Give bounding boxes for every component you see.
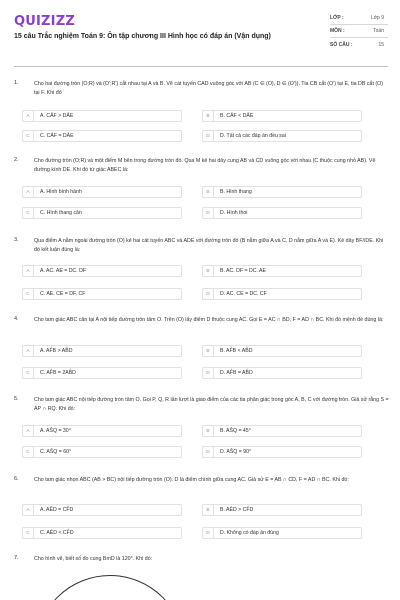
option-text: D. Hình thoi bbox=[220, 210, 248, 216]
option-text: C. AŜQ = 60° bbox=[40, 449, 72, 455]
option-text: B. AÊD > CF̂D bbox=[220, 507, 254, 513]
option-text: D. Tất cả các đáp án đều sai bbox=[220, 133, 286, 139]
option-text: D. Không có đáp án đúng bbox=[220, 530, 279, 536]
question-number: 3. bbox=[14, 237, 19, 243]
question-number: 5. bbox=[14, 396, 19, 402]
meta-label: LỚP : bbox=[330, 15, 344, 21]
question-number: 1. bbox=[14, 80, 19, 86]
option-d[interactable] bbox=[202, 288, 362, 300]
option-a[interactable] bbox=[22, 345, 182, 357]
option-text: C. CÂF = DÂE bbox=[40, 133, 74, 139]
meta-value: 15 bbox=[378, 41, 384, 48]
option-a[interactable] bbox=[22, 186, 182, 198]
option-text: A. AŜQ = 30° bbox=[40, 428, 71, 434]
option-text: B. CÂF < DÂE bbox=[220, 113, 254, 119]
option-text: C. AF̂B = 2AB̂D bbox=[40, 370, 76, 376]
question-text: Cho đường tròn (O;R) và một điểm M bên trong đường tròn đó. Qua M kẻ hai dây cung AB và CD vuông góc với nhau (C thuộc cung nhỏ AB). Vẽ đường kính DE. Khi đó tứ giác ABEC là: bbox=[34, 158, 376, 173]
quizizz-logo: QUIZIZZ bbox=[14, 14, 75, 29]
option-letter: A bbox=[22, 425, 34, 437]
option-letter: D bbox=[202, 446, 214, 458]
option-text: A. AÊD = CF̂D bbox=[40, 507, 74, 513]
option-a[interactable] bbox=[22, 265, 182, 277]
meta-label: SỐ CÂU : bbox=[330, 41, 353, 48]
worksheet-header bbox=[0, 0, 400, 66]
option-d[interactable] bbox=[202, 367, 362, 379]
option-letter: A bbox=[22, 265, 34, 277]
option-letter: D bbox=[202, 288, 214, 300]
option-letter: D bbox=[202, 207, 214, 219]
option-letter: C bbox=[22, 130, 34, 142]
option-letter: A bbox=[22, 345, 34, 357]
option-letter: C bbox=[22, 288, 34, 300]
option-b[interactable] bbox=[202, 504, 362, 516]
option-letter: C bbox=[22, 527, 34, 539]
option-text: C. AÊD < CF̂D bbox=[40, 530, 74, 536]
option-a[interactable] bbox=[22, 110, 182, 122]
meta-table bbox=[330, 12, 388, 51]
meta-value: Toán bbox=[373, 28, 384, 34]
option-c[interactable] bbox=[22, 288, 182, 300]
meta-row-subject bbox=[330, 25, 388, 38]
option-text: C. Hình thang cân bbox=[40, 210, 82, 216]
option-d[interactable] bbox=[202, 207, 362, 219]
option-letter: B bbox=[202, 110, 214, 122]
option-c[interactable] bbox=[22, 367, 182, 379]
question-text: Cho tam giác ABC cân tại A nội tiếp đường tròn tâm O. Trên (O) lấy điểm D thuộc cung AC. Gọi E = AC ∩ BD, F = AD ∩ BC. Khi đó mệnh đề đúng là: bbox=[34, 317, 384, 323]
option-letter: B bbox=[202, 186, 214, 198]
option-d[interactable] bbox=[202, 130, 362, 142]
question-text: Cho tam giác ABC nội tiếp đường tròn tâm O. Gọi P, Q, R lần lượt là giao điểm của các tia phân giác trong góc A, B, C với đường tròn. Giả sử rằng S = AP ∩ RQ. Khi đó: bbox=[34, 397, 389, 412]
option-text: D. AF̂B = AB̂D bbox=[220, 370, 253, 376]
option-letter: B bbox=[202, 425, 214, 437]
question-number: 6. bbox=[14, 476, 19, 482]
option-letter: B bbox=[202, 504, 214, 516]
option-d[interactable] bbox=[202, 527, 362, 539]
option-letter: D bbox=[202, 367, 214, 379]
meta-row-count bbox=[330, 38, 388, 51]
option-b[interactable] bbox=[202, 110, 362, 122]
question-text: Cho tam giác nhọn ABC (AB > BC) nội tiếp đường tròn (O). D là điểm chính giữa cung AC. Giả sử E = AB ∩ CD, F = AD ∩ BC. Khi đó: bbox=[34, 477, 349, 483]
option-letter: B bbox=[202, 265, 214, 277]
option-c[interactable] bbox=[22, 130, 182, 142]
question-text: Qua điểm A nằm ngoài đường tròn (O) kẻ hai cát tuyến ABC và ADE với đường tròn đó (B nằm giữa A và C, D nằm giữa A và E). Kẻ dây BF//DE. Khi đó kết luận đúng là: bbox=[34, 238, 384, 253]
option-text: B. AC. DF = DC. AE bbox=[220, 268, 266, 274]
question-number: 4. bbox=[14, 316, 19, 322]
option-letter: D bbox=[202, 130, 214, 142]
page-title: 15 câu Trắc nghiệm Toán 9: Ôn tập chương III Hình học có đáp án (Vận dụng) bbox=[14, 33, 271, 40]
meta-row-class bbox=[330, 12, 388, 25]
meta-value: Lớp 9 bbox=[370, 15, 384, 21]
option-b[interactable] bbox=[202, 425, 362, 437]
option-letter: C bbox=[22, 367, 34, 379]
option-letter: A bbox=[22, 186, 34, 198]
header-divider bbox=[14, 66, 388, 67]
question-number: 7. bbox=[14, 555, 19, 561]
option-text: A. AC. AE = DC. DF bbox=[40, 268, 86, 274]
option-c[interactable] bbox=[22, 446, 182, 458]
option-a[interactable] bbox=[22, 504, 182, 516]
option-text: D. AC. CE = DC. CF bbox=[220, 291, 267, 297]
option-b[interactable] bbox=[202, 186, 362, 198]
option-letter: B bbox=[202, 345, 214, 357]
option-text: A. Hình bình hành bbox=[40, 189, 82, 195]
option-text: A. AF̂B > AB̂D bbox=[40, 348, 73, 354]
option-letter: D bbox=[202, 527, 214, 539]
question-text: Cho hai đường tròn (O;R) và (O';R') cắt nhau tại A và B. Vẽ cát tuyến CAD vuông góc với AB (C ∈ (O), D ∈ (O')). Tia CB cắt (O') tại E, tia DB cắt (O) tại F. Khi đó bbox=[34, 81, 384, 96]
question-number: 2. bbox=[14, 157, 19, 163]
option-letter: C bbox=[22, 207, 34, 219]
option-a[interactable] bbox=[22, 425, 182, 437]
option-text: A. CÂF > DÂE bbox=[40, 113, 74, 119]
option-text: C. AE. CE = DF. CF bbox=[40, 291, 86, 297]
question-figure-circle bbox=[35, 575, 185, 600]
option-letter: A bbox=[22, 504, 34, 516]
option-b[interactable] bbox=[202, 265, 362, 277]
option-b[interactable] bbox=[202, 345, 362, 357]
option-c[interactable] bbox=[22, 207, 182, 219]
option-d[interactable] bbox=[202, 446, 362, 458]
option-text: B. AŜQ = 45° bbox=[220, 428, 251, 434]
option-letter: C bbox=[22, 446, 34, 458]
option-c[interactable] bbox=[22, 527, 182, 539]
option-text: D. AŜQ = 90° bbox=[220, 449, 252, 455]
option-text: B. Hình thang bbox=[220, 189, 252, 195]
option-letter: A bbox=[22, 110, 34, 122]
option-text: B. AF̂B < AB̂D bbox=[220, 348, 253, 354]
question-text: Cho hình vẽ, biết số đo cung BmD là 120°. Khi đó: bbox=[34, 556, 153, 562]
meta-label: MÔN : bbox=[330, 28, 345, 34]
